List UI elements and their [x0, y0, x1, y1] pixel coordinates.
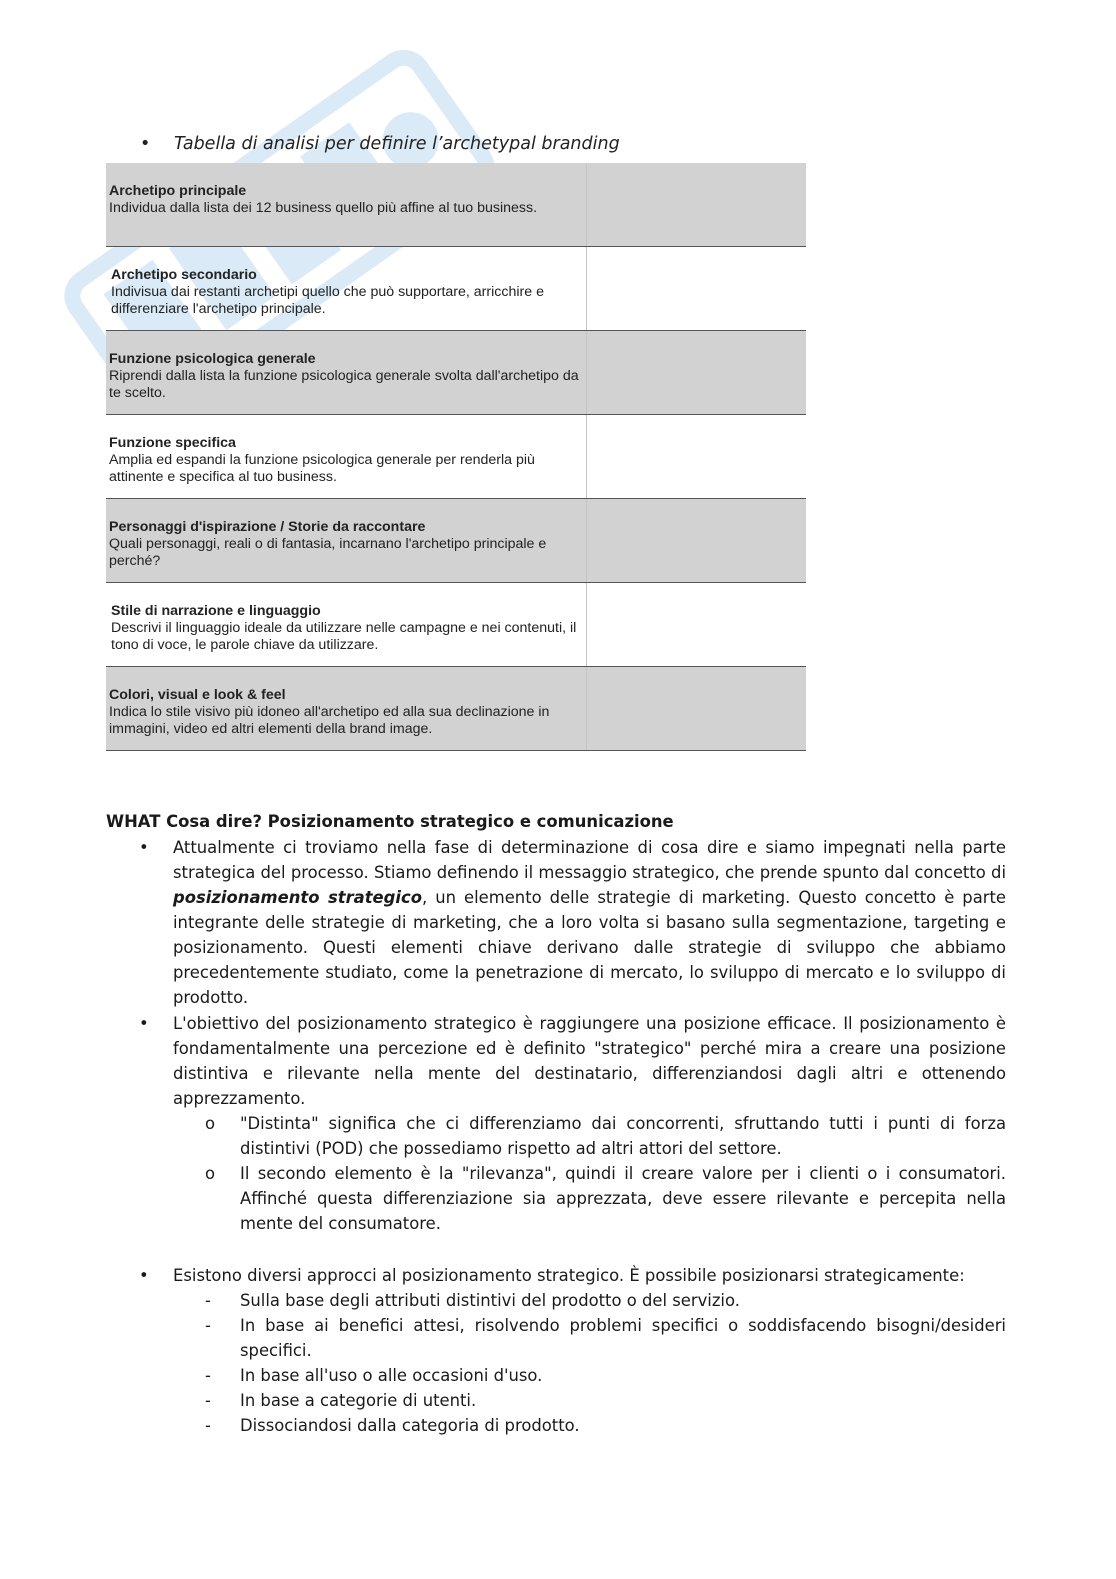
sub-list-item — [173, 1161, 1006, 1236]
row-title: Archetipo principale — [109, 183, 247, 199]
bullet-icon: • — [139, 1266, 149, 1285]
table-cell-label — [106, 163, 586, 246]
dash-bullet-icon: - — [205, 1366, 211, 1385]
paragraph-1-emphasis: posizionamento strategico — [173, 888, 423, 907]
table-cell-answer[interactable] — [586, 499, 806, 582]
dash-list-item — [173, 1388, 1006, 1413]
circle-bullet-icon: o — [205, 1114, 216, 1133]
dash-list-item — [173, 1313, 1006, 1363]
table-row — [106, 163, 806, 247]
row-description: Indica lo stile visivo più idoneo all'archetipo ed alla sua declinazione in immagini, video ed altri elementi della brand image. — [109, 704, 550, 737]
row-title: Personaggi d'ispirazione / Storie da raccontare — [109, 519, 426, 535]
paragraph-1-end: , un elemento delle strategie di marketing. Questo concetto è parte integrante delle strategie di marketing, che a loro volta si basano sulla segmentazione, targeting e posizionamento. Questi elementi chiave derivano dalle strategie di sviluppo che abbiamo precedentemente studiato, come la penetrazione di mercato, lo sviluppo di mercato e lo sviluppo di prodotto. — [173, 888, 1007, 1007]
bullet-icon: • — [139, 1014, 149, 1033]
table-cell-answer[interactable] — [586, 415, 806, 498]
table-cell-label — [106, 499, 586, 582]
dash-bullet-icon: - — [205, 1316, 211, 1335]
list-item — [106, 835, 1006, 1010]
dash-item-text: In base all'uso o alle occasioni d'uso. — [240, 1366, 543, 1385]
bullet-icon: • — [140, 134, 151, 154]
circle-bullet-icon: o — [205, 1164, 216, 1183]
row-title: Stile di narrazione e linguaggio — [111, 603, 321, 619]
row-title: Colori, visual e look & feel — [109, 687, 286, 703]
section-heading: WHAT Cosa dire? Posizionamento strategico e comunicazione — [106, 812, 674, 831]
paragraph-3: Esistono diversi approcci al posizionamento strategico. È possibile posizionarsi strategicamente: — [173, 1266, 965, 1285]
archetype-analysis-table — [106, 163, 806, 751]
sub-bullet-list — [173, 1111, 1006, 1236]
row-title: Funzione specifica — [109, 435, 236, 451]
row-description: Quali personaggi, reali o di fantasia, incarnano l'archetipo principale e perché? — [109, 536, 547, 569]
paragraph-1-start: Attualmente ci troviamo nella fase di determinazione di cosa dire e siamo impegnati nella parte strategica del processo. Stiamo definendo il messaggio strategico, che prende spunto dal concetto di — [173, 838, 1006, 882]
row-description: Riprendi dalla lista la funzione psicologica generale svolta dall'archetipo da te scelto. — [109, 368, 579, 401]
dash-bullet-icon: - — [205, 1291, 211, 1310]
table-cell-label — [106, 331, 586, 414]
intro-text: Tabella di analisi per definire l’archetypal branding — [174, 134, 620, 154]
table-cell-answer[interactable] — [586, 667, 806, 750]
sub-list-item — [173, 1111, 1006, 1161]
bullet-icon: • — [139, 838, 149, 857]
table-row — [106, 667, 806, 751]
table-row — [106, 415, 806, 499]
row-description: Descrivi il linguaggio ideale da utilizzare nelle campagne e nei contenuti, il tono di voce, le parole chiave da utilizzare. — [111, 620, 577, 653]
table-row — [106, 247, 806, 331]
table-row — [106, 499, 806, 583]
dash-list-item — [173, 1363, 1006, 1388]
table-cell-label — [106, 247, 586, 330]
table-cell-label — [106, 583, 586, 666]
table-cell-answer[interactable] — [586, 331, 806, 414]
table-cell-label — [106, 415, 586, 498]
list-item — [106, 1263, 1006, 1438]
table-row — [106, 331, 806, 415]
table-cell-label — [106, 667, 586, 750]
list-item — [106, 1011, 1006, 1236]
row-title: Funzione psicologica generale — [109, 351, 316, 367]
dash-item-text: In base ai benefici attesi, risolvendo problemi specifici o soddisfacendo bisogni/desideri specifici. — [240, 1316, 1006, 1360]
main-bullet-list — [106, 835, 1006, 1438]
dash-list-item — [173, 1288, 1006, 1313]
dash-list-item — [173, 1413, 1006, 1438]
table-cell-answer[interactable] — [586, 163, 806, 246]
dash-list — [173, 1288, 1006, 1438]
table-cell-answer[interactable] — [586, 247, 806, 330]
dash-item-text: In base a categorie di utenti. — [240, 1391, 477, 1410]
dash-bullet-icon: - — [205, 1416, 211, 1435]
dash-bullet-icon: - — [205, 1391, 211, 1410]
row-title: Archetipo secondario — [111, 267, 257, 283]
sub-item-text: "Distinta" significa che ci differenziamo dai concorrenti, sfruttando tutti i punti di forza distintivi (POD) che possediamo rispetto ad altri attori del settore. — [240, 1114, 1006, 1158]
positioning-section — [106, 809, 1006, 1439]
paragraph-2: L'obiettivo del posizionamento strategico è raggiungere una posizione efficace. Il posizionamento è fondamentalmente una percezione ed è definito "strategico" perché mira a creare una posizione distintiva e rilevante nella mente del destinatario, differenziandosi dagli altri e ottenendo apprezzamento. — [173, 1014, 1006, 1108]
row-description: Individua dalla lista dei 12 business quello più affine al tuo business. — [109, 200, 538, 216]
sub-item-text: Il secondo elemento è la "rilevanza", quindi il creare valore per i clienti o i consumatori. Affinché questa differenziazione sia apprezzata, deve essere rilevante e percepita nella mente del consumatore. — [240, 1164, 1006, 1233]
dash-item-text: Sulla base degli attributi distintivi del prodotto o del servizio. — [240, 1291, 740, 1310]
dash-item-text: Dissociandosi dalla categoria di prodotto. — [240, 1416, 580, 1435]
table-row — [106, 583, 806, 667]
spacer — [106, 1237, 1006, 1262]
row-description: Indivisua dai restanti archetipi quello che può supportare, arricchire e differenziare l'archetipo principale. — [111, 284, 544, 317]
table-cell-answer[interactable] — [586, 583, 806, 666]
row-description: Amplia ed espandi la funzione psicologica generale per renderla più attinente e specifica al tuo business. — [109, 452, 535, 485]
